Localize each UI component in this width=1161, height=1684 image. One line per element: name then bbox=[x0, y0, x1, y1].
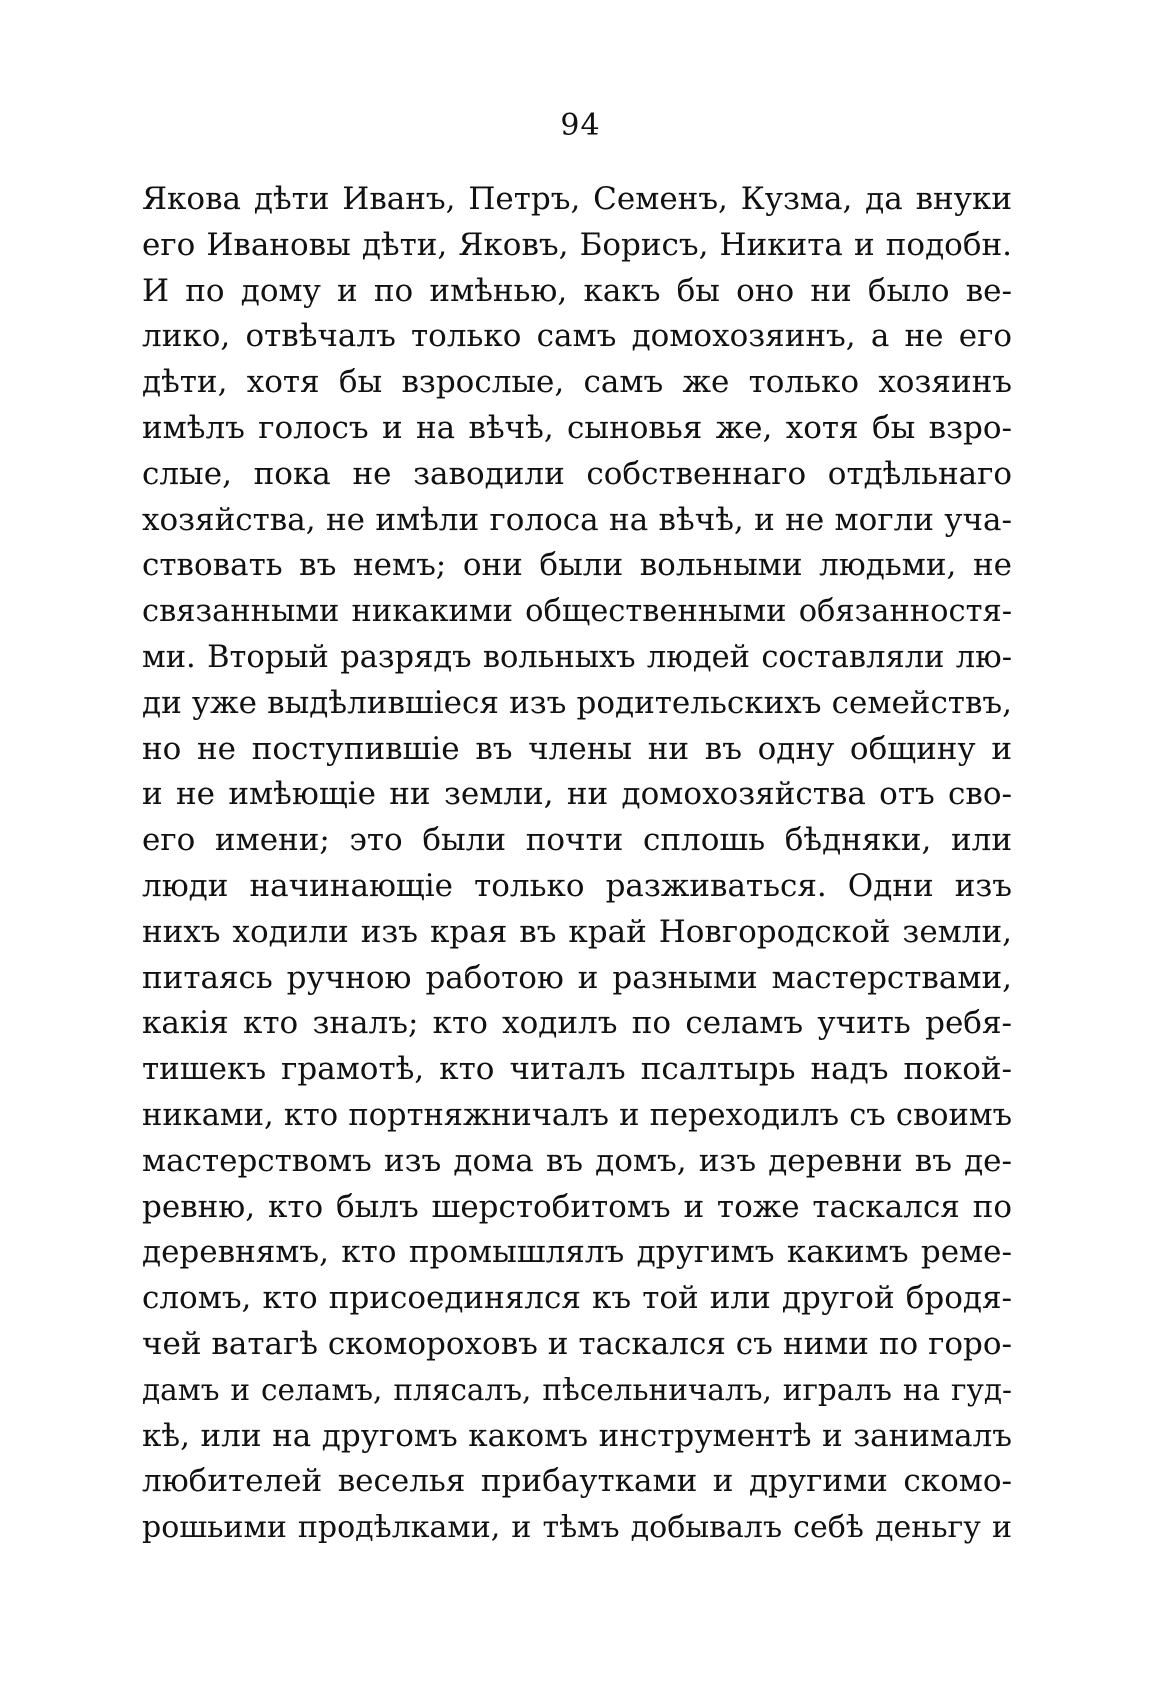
text-line: Якова дѣти Иванъ, Петръ, Семенъ, Кузма, да внуки bbox=[142, 181, 1012, 217]
text-line: кѣ, или на другомъ какомъ инструментѣ и занималъ bbox=[142, 1417, 1012, 1454]
text-line: любителей веселья прибаутками и другими скомо- bbox=[142, 1463, 1012, 1500]
text-line: чей ватагѣ скомороховъ и таскался съ ними по горо- bbox=[142, 1325, 1012, 1362]
text-line: ди уже выдѣлившіеся изъ родительскихъ семействъ, bbox=[142, 684, 1012, 721]
text-line: и не имѣющіе ни земли, ни домохозяйства отъ сво- bbox=[142, 776, 1012, 813]
body-text bbox=[142, 177, 1012, 1551]
text-line: деревнямъ, кто промышлялъ другимъ какимъ реме- bbox=[142, 1234, 1012, 1271]
text-line: его имени; это были почти сплошь бѣдняки, или bbox=[142, 822, 1012, 859]
text-line: нихъ ходили изъ края въ край Новгородской земли, bbox=[142, 913, 1012, 950]
text-line: тишекъ грамотѣ, кто читалъ псалтырь надъ покой- bbox=[142, 1051, 1012, 1088]
text-line: слые, пока не заводили собственнаго отдѣльнаго bbox=[142, 455, 1012, 492]
text-line: сломъ, кто присоединялся къ той или другой бродя- bbox=[142, 1280, 1012, 1317]
page-number: 94 bbox=[560, 108, 601, 143]
text-line: ревню, кто былъ шерстобитомъ и тоже таскался по bbox=[142, 1188, 1012, 1225]
text-line: но не поступившіе въ члены ни въ одну общину и bbox=[142, 730, 1012, 767]
text-line: какія кто зналъ; кто ходилъ по селамъ учить ребя- bbox=[142, 1005, 1012, 1042]
text-line: люди начинающіе только разживаться. Одни изъ bbox=[142, 867, 1012, 904]
text-line: дѣти, хотя бы взрослые, самъ же только хозяинъ bbox=[142, 364, 1012, 401]
text-line: питаясь ручною работою и разными мастерствами, bbox=[142, 959, 1012, 996]
text-line: ми. Вторый разрядъ вольныхъ людей составляли лю- bbox=[142, 639, 1012, 675]
text-line: ствовать въ немъ; они были вольными людьми, не bbox=[142, 547, 1012, 584]
text-line: связанными никакими общественными обязанностя- bbox=[142, 594, 1012, 630]
text-line: никами, кто портняжничалъ и переходилъ съ своимъ bbox=[142, 1097, 1012, 1133]
text-line: имѣлъ голосъ и на вѣчѣ, сыновья же, хотя бы взро- bbox=[142, 409, 1012, 446]
text-line: лико, отвѣчалъ только самъ домохозяинъ, а не его bbox=[142, 318, 1012, 355]
text-line: И по дому и по имѣнью, какъ бы оно ни было ве- bbox=[142, 272, 1012, 309]
text-line: его Ивановы дѣти, Яковъ, Борисъ, Никита и подобн. bbox=[142, 226, 1012, 263]
text-line: мастерствомъ изъ дома въ домъ, изъ деревни въ де- bbox=[142, 1142, 1012, 1179]
text-line: хозяйства, не имѣли голоса на вѣчѣ, и не могли уча- bbox=[142, 501, 1012, 538]
text-line: дамъ и селамъ, плясалъ, пѣсельничалъ, игралъ на гуд- bbox=[142, 1372, 1012, 1407]
text-line: рошьими продѣлками, и тѣмъ добывалъ себѣ деньгу и bbox=[142, 1510, 1012, 1546]
